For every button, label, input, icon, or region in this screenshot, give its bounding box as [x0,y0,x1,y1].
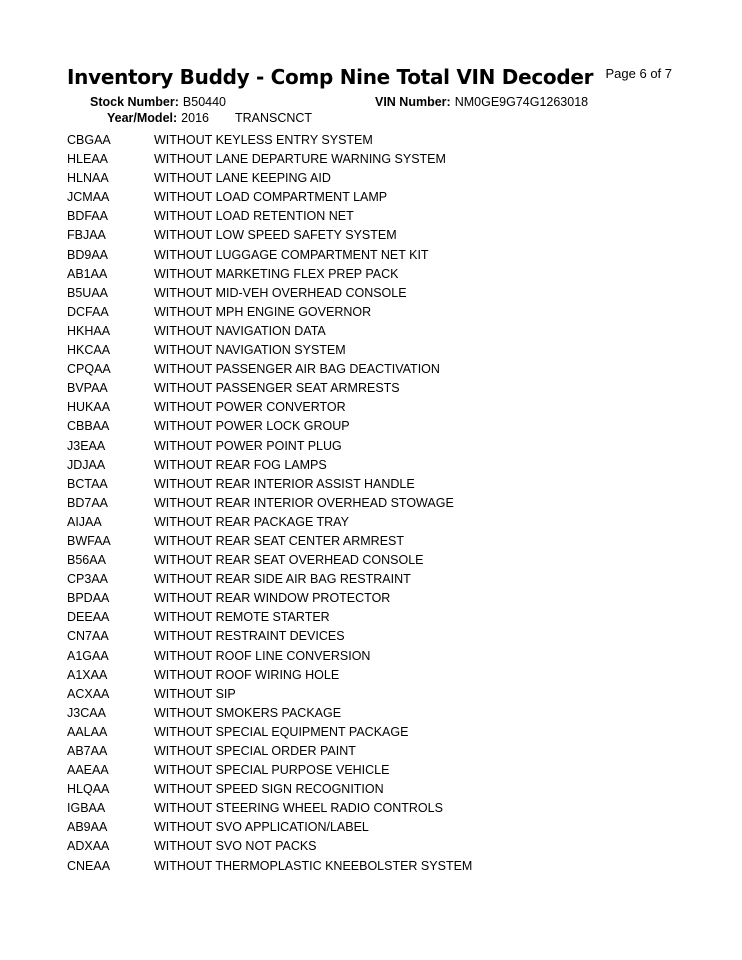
option-code: J3CAA [67,705,106,720]
option-description: WITHOUT SPEED SIGN RECOGNITION [154,782,384,797]
vin-number-label: VIN Number: [375,95,451,109]
option-description: WITHOUT SVO NOT PACKS [154,839,317,854]
list-item [67,360,687,379]
option-code: B5UAA [67,285,108,300]
option-description: WITHOUT SVO APPLICATION/LABEL [154,820,369,835]
option-description: WITHOUT LANE KEEPING AID [154,171,331,186]
option-code: BVPAA [67,381,108,396]
option-code: AALAA [67,724,108,739]
option-description: WITHOUT POWER POINT PLUG [154,438,342,453]
list-item [67,799,687,818]
option-description: WITHOUT SIP [154,686,236,701]
option-code: B56AA [67,553,106,568]
option-code: BPDAA [67,591,110,606]
option-code: A1GAA [67,648,109,663]
model-value: TRANSCNCT [234,111,313,125]
option-code: CBBAA [67,419,110,434]
list-item [67,532,687,551]
option-description: WITHOUT STEERING WHEEL RADIO CONTROLS [154,801,443,816]
option-description: WITHOUT THERMOPLASTIC KNEEBOLSTER SYSTEM [154,858,473,873]
page-title: Inventory Buddy - Comp Nine Total VIN Decoder [67,65,594,89]
list-item [67,456,687,475]
vin-number [375,95,588,109]
list-item [67,169,687,188]
option-description: WITHOUT SMOKERS PACKAGE [154,705,342,720]
option-description: WITHOUT REAR INTERIOR OVERHEAD STOWAGE [154,495,454,510]
list-item [67,475,687,494]
option-description: WITHOUT KEYLESS ENTRY SYSTEM [154,133,373,147]
page-number: Page 6 of 7 [605,66,672,81]
option-code: AIJAA [67,514,102,529]
list-item [67,188,687,207]
list-item [67,131,687,150]
option-code: ACXAA [67,686,110,701]
list-item [67,226,687,245]
option-description: WITHOUT LOW SPEED SAFETY SYSTEM [154,228,397,243]
option-code: HKHAA [67,323,111,338]
option-description: WITHOUT REMOTE STARTER [154,610,330,625]
option-code: HLQAA [67,782,110,797]
list-item [67,417,687,436]
option-description: WITHOUT REAR INTERIOR ASSIST HANDLE [154,476,415,491]
option-code: IGBAA [67,801,106,816]
list-item [67,837,687,856]
option-code: AB9AA [67,820,108,835]
list-item [67,570,687,589]
list-item [67,685,687,704]
list-item [67,723,687,742]
list-item [67,341,687,360]
option-code: BD9AA [67,247,108,262]
stock-number-label: Stock Number: [90,95,179,109]
stock-number [90,95,226,109]
list-item [67,627,687,646]
list-item [67,589,687,608]
list-item [67,761,687,780]
option-code: BD7AA [67,495,108,510]
list-item [67,647,687,666]
list-item [67,742,687,761]
option-description: WITHOUT PASSENGER SEAT ARMRESTS [154,381,400,396]
list-item [67,284,687,303]
year-value: 2016 [181,111,209,125]
option-description: WITHOUT SPECIAL ORDER PAINT [154,744,356,758]
option-description: WITHOUT SPECIAL EQUIPMENT PACKAGE [154,724,409,739]
list-item [67,780,687,799]
list-item [67,666,687,685]
option-code: BCTAA [67,476,108,491]
option-code: FBJAA [67,228,106,243]
option-description: WITHOUT LOAD RETENTION NET [154,209,354,224]
option-code: DCFAA [67,304,109,319]
option-description: WITHOUT MID-VEH OVERHEAD CONSOLE [154,285,407,300]
option-description: WITHOUT REAR FOG LAMPS [154,457,327,472]
option-description: WITHOUT NAVIGATION SYSTEM [154,343,346,358]
option-description: WITHOUT REAR PACKAGE TRAY [154,514,349,529]
list-item [67,551,687,570]
option-description: WITHOUT MARKETING FLEX PREP PACK [154,266,399,281]
option-description: WITHOUT LANE DEPARTURE WARNING SYSTEM [154,152,446,167]
option-description: WITHOUT ROOF LINE CONVERSION [154,648,371,663]
option-description: WITHOUT NAVIGATION DATA [154,323,326,338]
option-code: AB7AA [67,744,108,758]
option-description: WITHOUT REAR SEAT OVERHEAD CONSOLE [154,553,424,568]
vin-number-value: NM0GE9G74G1263018 [454,95,589,109]
option-description: WITHOUT POWER CONVERTOR [154,400,346,415]
option-code: BWFAA [67,533,111,548]
option-code: CPQAA [67,362,111,377]
option-code: HUKAA [67,400,111,415]
option-description: WITHOUT REAR SIDE AIR BAG RESTRAINT [154,572,411,587]
option-code: A1XAA [67,667,108,682]
list-item [67,704,687,723]
list-item [67,513,687,532]
list-item [67,398,687,417]
stock-number-value: B50440 [182,95,227,109]
option-code: CNEAA [67,858,111,873]
option-code: AB1AA [67,266,108,281]
option-code-list [67,131,687,876]
list-item [67,265,687,284]
option-description: WITHOUT SPECIAL PURPOSE VEHICLE [154,763,390,778]
option-description: WITHOUT REAR SEAT CENTER ARMREST [154,533,405,548]
option-code: ADXAA [67,839,110,854]
year-model [107,111,312,125]
option-code: CBGAA [67,133,111,147]
option-description: WITHOUT PASSENGER AIR BAG DEACTIVATION [154,362,440,377]
option-code: JDJAA [67,457,106,472]
option-description: WITHOUT ROOF WIRING HOLE [154,667,340,682]
option-code: DEEAA [67,610,110,625]
option-description: WITHOUT LUGGAGE COMPARTMENT NET KIT [154,247,429,262]
option-description: WITHOUT LOAD COMPARTMENT LAMP [154,190,388,205]
option-code: JCMAA [67,190,110,205]
option-code: CP3AA [67,572,108,587]
list-item [67,246,687,265]
list-item [67,437,687,456]
option-code: J3EAA [67,438,106,453]
list-item [67,857,687,876]
option-code: HLEAA [67,152,108,167]
year-model-label: Year/Model: [107,111,178,125]
option-code: CN7AA [67,629,109,644]
list-item [67,303,687,322]
option-description: WITHOUT REAR WINDOW PROTECTOR [154,591,391,606]
option-description: WITHOUT POWER LOCK GROUP [154,419,350,434]
list-item [67,322,687,341]
option-description: WITHOUT RESTRAINT DEVICES [154,629,345,644]
list-item [67,818,687,837]
list-item [67,608,687,627]
option-code: HLNAA [67,171,109,186]
list-item [67,207,687,226]
option-code: AAEAA [67,763,109,778]
option-code: HKCAA [67,343,111,358]
list-item [67,379,687,398]
list-item [67,150,687,169]
list-item [67,494,687,513]
option-description: WITHOUT MPH ENGINE GOVERNOR [154,304,372,319]
option-code: BDFAA [67,209,108,224]
